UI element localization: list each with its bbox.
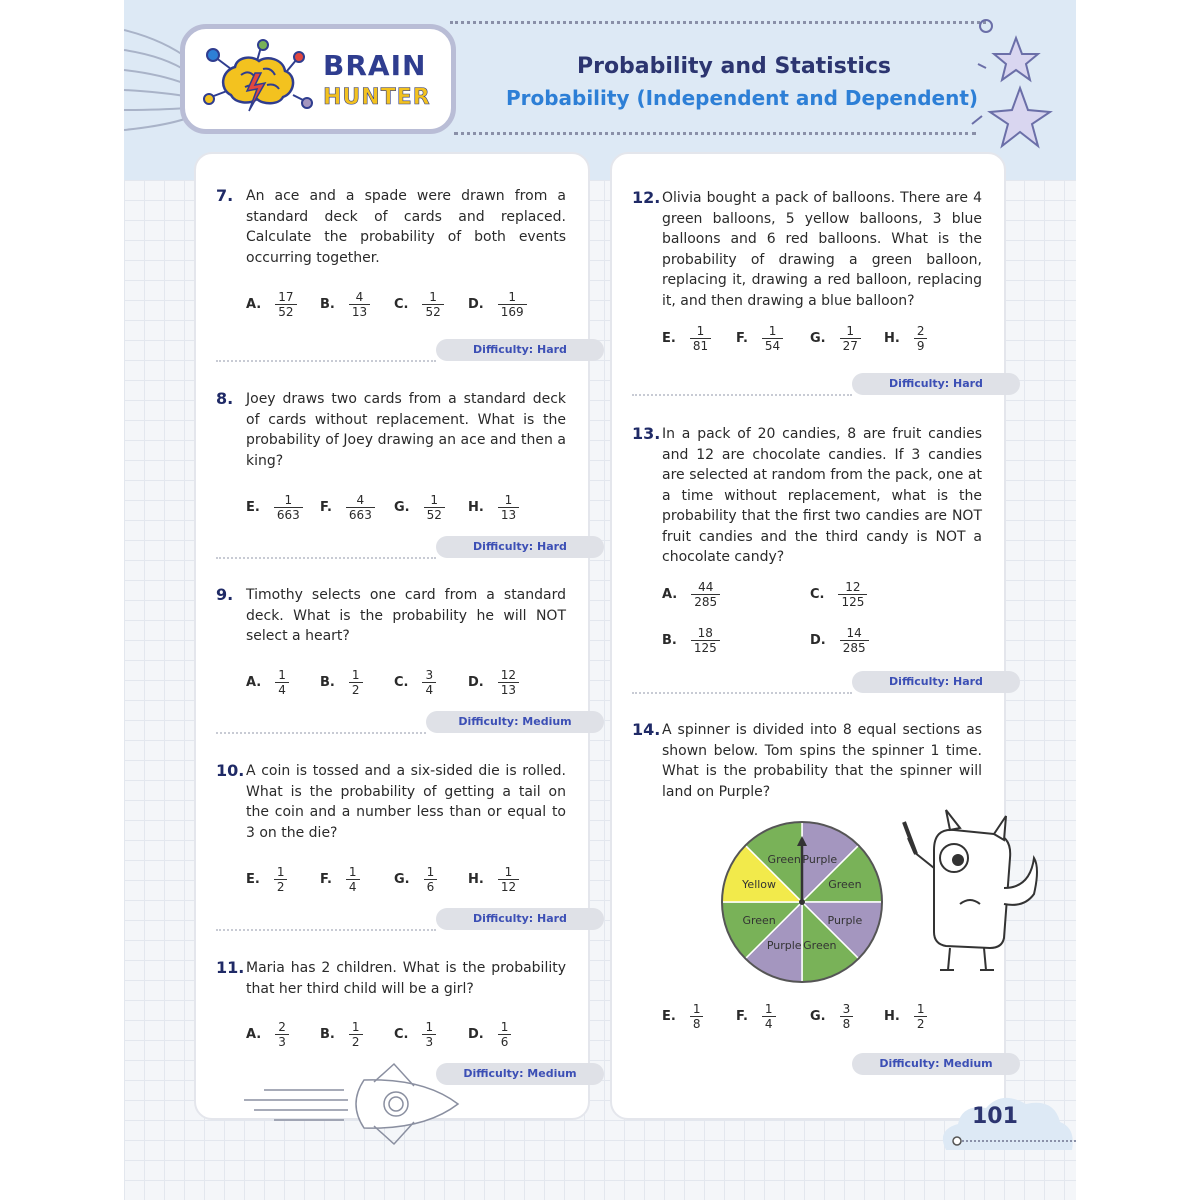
option-letter: C. bbox=[394, 1027, 409, 1042]
option-f[interactable] bbox=[736, 324, 783, 353]
spinner-label: Purple bbox=[827, 913, 863, 927]
option-letter: A. bbox=[662, 587, 678, 602]
difficulty-badge: Difficulty: Medium bbox=[852, 1053, 1020, 1075]
option-b[interactable] bbox=[662, 626, 720, 655]
question-number: 11. bbox=[216, 958, 245, 977]
option-fraction: $\frac{1}{2}$ bbox=[349, 1020, 363, 1049]
option-letter: H. bbox=[468, 500, 484, 515]
option-fraction: $\frac{1}{4}$ bbox=[762, 1002, 776, 1031]
spinner-center bbox=[799, 899, 805, 905]
question-text: Olivia bought a pack of balloons. There are 4 green balloons, 5 yellow balloons, 3 blue balloons and 6 red balloons. What is the probability of drawing a green balloon, replacing it, drawing a red balloon, replacing it, and then drawing a blue balloon? bbox=[662, 190, 982, 309]
option-letter: C. bbox=[810, 587, 825, 602]
page-subtitle: Probability (Independent and Dependent) bbox=[505, 86, 979, 110]
option-h[interactable] bbox=[468, 865, 519, 894]
option-letter: E. bbox=[246, 500, 260, 515]
difficulty-badge: Difficulty: Hard bbox=[436, 536, 604, 558]
option-d[interactable] bbox=[810, 626, 869, 655]
option-d[interactable] bbox=[468, 668, 519, 697]
option-fraction: $\frac{17}{52}$ bbox=[275, 290, 296, 319]
option-fraction: $\frac{1}{81}$ bbox=[690, 324, 711, 353]
option-h[interactable] bbox=[884, 1002, 927, 1031]
option-letter: F. bbox=[320, 872, 332, 887]
option-fraction: $\frac{14}{285}$ bbox=[840, 626, 869, 655]
option-fraction: $\frac{12}{13}$ bbox=[498, 668, 519, 697]
option-letter: E. bbox=[662, 331, 676, 346]
brand-name-hunter: HUNTER bbox=[323, 85, 431, 110]
difficulty-badge: Difficulty: Hard bbox=[436, 339, 604, 361]
option-a[interactable] bbox=[246, 290, 297, 319]
option-fraction: $\frac{1}{6}$ bbox=[424, 865, 438, 894]
option-h[interactable] bbox=[468, 493, 519, 522]
difficulty-badge: Difficulty: Hard bbox=[852, 671, 1020, 693]
question-separator bbox=[216, 929, 436, 931]
option-letter: F. bbox=[736, 331, 748, 346]
option-a[interactable] bbox=[662, 580, 720, 609]
option-letter: G. bbox=[394, 872, 410, 887]
option-c[interactable] bbox=[394, 290, 444, 319]
question-number: 10. bbox=[216, 761, 245, 780]
header-dotted-line-bottom bbox=[454, 132, 976, 135]
option-g[interactable] bbox=[810, 324, 861, 353]
option-letter: B. bbox=[662, 633, 677, 648]
option-letter: E. bbox=[662, 1009, 676, 1024]
option-fraction: $\frac{1}{2}$ bbox=[349, 668, 363, 697]
option-a[interactable] bbox=[246, 668, 289, 697]
option-letter: D. bbox=[468, 297, 484, 312]
option-fraction: $\frac{1}{663}$ bbox=[274, 493, 303, 522]
spinner-label: Green bbox=[828, 878, 862, 892]
spinner-label: Green bbox=[803, 938, 837, 952]
question-text: A coin is tossed and a six-sided die is rolled. What is the probability of getting a tail on the coin and a number less than or equal to 3 on the die? bbox=[246, 763, 566, 841]
option-fraction: $\frac{4}{663}$ bbox=[346, 493, 375, 522]
option-fraction: $\frac{1}{27}$ bbox=[840, 324, 861, 353]
option-b[interactable] bbox=[320, 668, 363, 697]
spinner-diagram bbox=[718, 818, 886, 986]
option-fraction: $\frac{4}{13}$ bbox=[349, 290, 370, 319]
spinner-label: Yellow bbox=[742, 878, 777, 892]
footer-dot-icon bbox=[950, 1134, 964, 1148]
option-letter: B. bbox=[320, 1027, 335, 1042]
option-fraction: $\frac{1}{2}$ bbox=[274, 865, 288, 894]
brand-logo bbox=[180, 24, 456, 134]
question-separator bbox=[216, 732, 426, 734]
option-fraction: $\frac{2}{3}$ bbox=[275, 1020, 289, 1049]
option-a[interactable] bbox=[246, 1020, 289, 1049]
option-d[interactable] bbox=[468, 1020, 511, 1049]
question-number: 7. bbox=[216, 186, 234, 205]
option-letter: A. bbox=[246, 297, 262, 312]
spinner-label: Green bbox=[742, 913, 776, 927]
option-fraction: $\frac{3}{4}$ bbox=[422, 668, 436, 697]
worksheet-page bbox=[124, 0, 1076, 1200]
question-number: 13. bbox=[632, 424, 661, 443]
footer-dotted-line bbox=[958, 1140, 1076, 1142]
option-letter: F. bbox=[736, 1009, 748, 1024]
option-fraction: $\frac{1}{4}$ bbox=[275, 668, 289, 697]
option-b[interactable] bbox=[320, 1020, 363, 1049]
question-number: 14. bbox=[632, 720, 661, 739]
option-c[interactable] bbox=[394, 1020, 436, 1049]
option-letter: G. bbox=[810, 1009, 826, 1024]
option-letter: C. bbox=[394, 675, 409, 690]
option-letter: H. bbox=[468, 872, 484, 887]
question-separator bbox=[216, 360, 436, 362]
question-text: Timothy selects one card from a standard deck. What is the probability he will NOT select a heart? bbox=[246, 587, 566, 644]
question-number: 9. bbox=[216, 585, 234, 604]
option-letter: D. bbox=[810, 633, 826, 648]
option-fraction: $\frac{18}{125}$ bbox=[691, 626, 720, 655]
question-text: Maria has 2 children. What is the probability that her third child will be a girl? bbox=[246, 960, 566, 997]
brain-icon bbox=[201, 39, 317, 125]
option-letter: H. bbox=[884, 331, 900, 346]
spinner-label: Green bbox=[767, 853, 801, 867]
question-text: Joey draws two cards from a standard deck of cards without replacement. What is the probability of Joey drawing an ace and then a king? bbox=[246, 391, 566, 469]
option-e[interactable] bbox=[662, 324, 711, 353]
question-separator bbox=[632, 692, 852, 694]
option-letter: D. bbox=[468, 675, 484, 690]
option-letter: B. bbox=[320, 297, 335, 312]
option-h[interactable] bbox=[884, 324, 927, 353]
option-letter: A. bbox=[246, 1027, 262, 1042]
option-letter: F. bbox=[320, 500, 332, 515]
question-separator bbox=[632, 394, 852, 396]
option-fraction: $\frac{1}{169}$ bbox=[498, 290, 527, 319]
header-dotted-line bbox=[450, 21, 986, 24]
option-fraction: $\frac{1}{6}$ bbox=[498, 1020, 512, 1049]
option-f[interactable] bbox=[320, 493, 375, 522]
option-fraction: $\frac{12}{125}$ bbox=[838, 580, 867, 609]
monster-illustration bbox=[894, 798, 1044, 976]
option-letter: D. bbox=[468, 1027, 484, 1042]
question-separator bbox=[216, 557, 436, 559]
question-text: A spinner is divided into 8 equal sections as shown below. Tom spins the spinner 1 time. What is the probability that the spinner will land on Purple? bbox=[662, 722, 982, 800]
question-text: In a pack of 20 candies, 8 are fruit candies and 12 are chocolate candies. If 3 candies are selected at random from the pack, one at a time without replacement, what is the probability that the first two candies are NOT fruit candies and the third candy is NOT a chocolate candy? bbox=[662, 426, 982, 565]
option-e[interactable] bbox=[246, 493, 303, 522]
option-fraction: $\frac{1}{54}$ bbox=[762, 324, 783, 353]
option-f[interactable] bbox=[736, 1002, 776, 1031]
brand-name-brain: BRAIN bbox=[323, 49, 427, 82]
option-fraction: $\frac{1}{4}$ bbox=[346, 865, 360, 894]
option-c[interactable] bbox=[394, 668, 436, 697]
option-letter: A. bbox=[246, 675, 262, 690]
question-number: 12. bbox=[632, 188, 661, 207]
spinner-label: Purple bbox=[766, 938, 802, 952]
question-number: 8. bbox=[216, 389, 234, 408]
option-fraction: $\frac{1}{52}$ bbox=[424, 493, 445, 522]
difficulty-badge: Difficulty: Medium bbox=[436, 1063, 604, 1085]
option-letter: B. bbox=[320, 675, 335, 690]
option-letter: G. bbox=[394, 500, 410, 515]
page-number: 101 bbox=[972, 1104, 1018, 1129]
option-fraction: $\frac{2}{9}$ bbox=[914, 324, 928, 353]
option-e[interactable] bbox=[662, 1002, 703, 1031]
question-text: An ace and a spade were drawn from a standard deck of cards and replaced. Calculate the probability of both events occurring together. bbox=[246, 188, 566, 266]
option-f[interactable] bbox=[320, 865, 360, 894]
option-fraction: $\frac{44}{285}$ bbox=[691, 580, 720, 609]
option-g[interactable] bbox=[810, 1002, 853, 1031]
option-g[interactable] bbox=[394, 493, 445, 522]
option-fraction: $\frac{1}{2}$ bbox=[914, 1002, 928, 1031]
page-title: Probability and Statistics bbox=[576, 54, 892, 79]
difficulty-badge: Difficulty: Hard bbox=[852, 373, 1020, 395]
option-b[interactable] bbox=[320, 290, 370, 319]
option-c[interactable] bbox=[810, 580, 867, 609]
difficulty-badge: Difficulty: Hard bbox=[436, 908, 604, 930]
option-letter: H. bbox=[884, 1009, 900, 1024]
difficulty-badge: Difficulty: Medium bbox=[426, 711, 604, 733]
stars-icon bbox=[958, 16, 1068, 156]
option-fraction: $\frac{1}{8}$ bbox=[690, 1002, 704, 1031]
option-fraction: $\frac{3}{8}$ bbox=[840, 1002, 854, 1031]
option-letter: C. bbox=[394, 297, 409, 312]
option-fraction: $\frac{1}{13}$ bbox=[498, 493, 519, 522]
spinner-label: Purple bbox=[802, 853, 838, 867]
option-e[interactable] bbox=[246, 865, 287, 894]
option-fraction: $\frac{1}{52}$ bbox=[422, 290, 443, 319]
option-fraction: $\frac{1}{12}$ bbox=[498, 865, 519, 894]
option-fraction: $\frac{1}{3}$ bbox=[422, 1020, 436, 1049]
rocket-illustration bbox=[244, 1060, 474, 1150]
option-letter: G. bbox=[810, 331, 826, 346]
option-g[interactable] bbox=[394, 865, 437, 894]
option-d[interactable] bbox=[468, 290, 527, 319]
option-letter: E. bbox=[246, 872, 260, 887]
